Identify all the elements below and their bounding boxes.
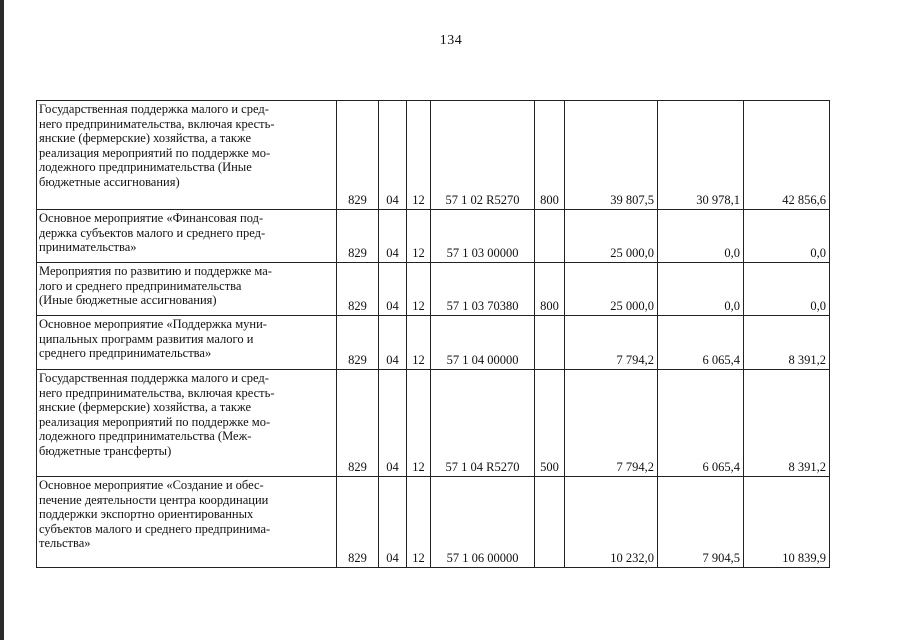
target-article-code: 57 1 04 00000 [431,316,535,370]
expense-type-code [535,316,565,370]
table-row [37,477,830,568]
target-article-code: 57 1 06 00000 [431,477,535,568]
subsection-code: 12 [407,316,431,370]
amount-year-1: 25 000,0 [565,210,658,263]
target-article-code: 57 1 03 00000 [431,210,535,263]
amount-year-3: 42 856,6 [744,101,830,210]
target-article-code: 57 1 04 R5270 [431,370,535,477]
section-code: 04 [379,370,407,477]
subsection-code: 12 [407,263,431,316]
amount-year-2: 6 065,4 [658,370,744,477]
target-article-code: 57 1 02 R5270 [431,101,535,210]
table-row [37,101,830,210]
table-row [37,370,830,477]
ministry-code: 829 [337,477,379,568]
ministry-code: 829 [337,101,379,210]
expense-type-code [535,210,565,263]
expense-type-code: 500 [535,370,565,477]
amount-year-1: 39 807,5 [565,101,658,210]
amount-year-1: 10 232,0 [565,477,658,568]
amount-year-1: 25 000,0 [565,263,658,316]
budget-table [36,100,830,568]
expense-type-code: 800 [535,101,565,210]
row-name: Мероприятия по развитию и поддержке ма- лого и среднего предпринимательства (Иные бюджетные ассигнования) [37,263,337,316]
table-row [37,316,830,370]
ministry-code: 829 [337,263,379,316]
subsection-code: 12 [407,210,431,263]
row-name: Основное мероприятие «Поддержка муни- ципальных программ развития малого и среднего предпринимательства» [37,316,337,370]
section-code: 04 [379,263,407,316]
subsection-code: 12 [407,477,431,568]
amount-year-3: 0,0 [744,263,830,316]
subsection-code: 12 [407,370,431,477]
row-name: Государственная поддержка малого и сред- него предпринимательства, включая кресть- янские (фермерские) хозяйства, а также реализация мероприятий по поддержке мо- лодежного предпринимательства (Иные бюджетные ассигнования) [37,101,337,210]
page-number: 134 [439,33,463,48]
ministry-code: 829 [337,316,379,370]
page-left-edge [0,0,4,640]
ministry-code: 829 [337,210,379,263]
amount-year-3: 8 391,2 [744,316,830,370]
amount-year-1: 7 794,2 [565,370,658,477]
section-code: 04 [379,210,407,263]
section-code: 04 [379,477,407,568]
amount-year-1: 7 794,2 [565,316,658,370]
ministry-code: 829 [337,370,379,477]
amount-year-2: 0,0 [658,210,744,263]
table-row [37,263,830,316]
amount-year-2: 30 978,1 [658,101,744,210]
expense-type-code [535,477,565,568]
row-name: Основное мероприятие «Финансовая под- держка субъектов малого и среднего пред- принимательства» [37,210,337,263]
table-row [37,210,830,263]
subsection-code: 12 [407,101,431,210]
expense-type-code: 800 [535,263,565,316]
target-article-code: 57 1 03 70380 [431,263,535,316]
row-name: Основное мероприятие «Создание и обес- печение деятельности центра координации поддержки экспортно ориентированных субъектов малого и среднего предпринима- тельства» [37,477,337,568]
section-code: 04 [379,316,407,370]
amount-year-3: 8 391,2 [744,370,830,477]
amount-year-3: 10 839,9 [744,477,830,568]
row-name: Государственная поддержка малого и сред- него предпринимательства, включая кресть- янские (фермерские) хозяйства, а также реализация мероприятий по поддержке мо- лодежного предпринимательства (Меж- бюджетные трансферты) [37,370,337,477]
amount-year-2: 7 904,5 [658,477,744,568]
amount-year-3: 0,0 [744,210,830,263]
amount-year-2: 0,0 [658,263,744,316]
section-code: 04 [379,101,407,210]
amount-year-2: 6 065,4 [658,316,744,370]
